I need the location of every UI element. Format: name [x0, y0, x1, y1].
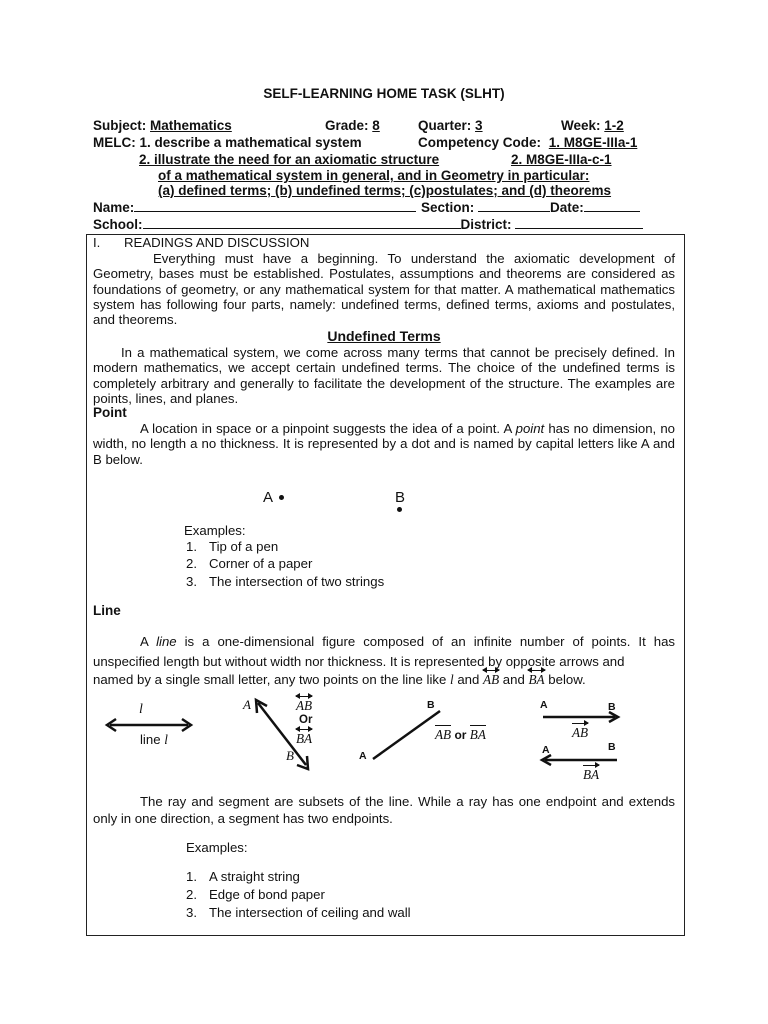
intro-text: Everything must have a beginning. To understand the axiomatic development of Geometry, bases must be established. Postulates, assumptions and theorems are considered as foundations of geometry, or any mathematical system for that matter. A mathematical mathematics system has following four parts, namely: undefined terms, defined terms, axioms and postulates, and theorems. — [93, 251, 675, 328]
fig1-double-arrow — [104, 718, 194, 732]
line-text-a: A — [140, 634, 157, 649]
ray-paragraph — [93, 793, 675, 827]
fig2-label-a: A — [243, 697, 251, 712]
date-label: Date: — [550, 200, 584, 215]
fig3-ab-notation: AB — [435, 727, 452, 742]
fig2-ab-notation — [296, 698, 312, 714]
undefined-paragraph — [93, 345, 675, 406]
line-paragraph — [93, 632, 675, 672]
line-term: line — [156, 634, 177, 649]
line-example-3-text: The intersection of ceiling and wall — [209, 905, 411, 920]
line-ba-text: BA — [528, 672, 545, 687]
point-example-2: 2. Corner of a paper — [186, 556, 313, 571]
competency-code-2: 2. M8GE-IIIa-c-1 — [511, 152, 612, 167]
fig2-ab — [296, 698, 312, 714]
fig4-label-a1: A — [540, 699, 548, 711]
point-example-3-text: The intersection of two strings — [209, 574, 385, 589]
section-blank[interactable] — [478, 199, 550, 212]
fig1-label: l — [139, 702, 143, 717]
school-label: School: — [93, 217, 143, 232]
line-text-b: is a one-dimensional figure composed of an infinite number of points. It has unspecified length but without width nor thickness. It is represented by opposite arrows and — [93, 634, 675, 669]
fig4-label-a2: A — [542, 744, 550, 756]
district-label: District: — [460, 217, 512, 232]
point-example-1-text: Tip of a pen — [209, 539, 279, 554]
subject-label: Subject: — [93, 118, 147, 133]
fig2-ab-text: AB — [296, 698, 313, 713]
line-var-l: l — [450, 672, 454, 687]
date-blank[interactable] — [584, 199, 640, 212]
point-a-label: A — [263, 489, 274, 506]
competency-field — [418, 135, 637, 150]
quarter-field — [418, 118, 483, 133]
school-blank[interactable] — [143, 216, 461, 229]
fig4-label-b1: B — [608, 701, 616, 713]
fig1-caption-var: l — [164, 732, 168, 747]
fig4-ba-notation: BA — [583, 767, 600, 782]
grade-label: Grade: — [325, 118, 369, 133]
section-heading — [93, 235, 309, 250]
fig3-ba-notation: BA — [469, 727, 486, 742]
quarter-label: Quarter: — [418, 118, 472, 133]
fig3-label-a: A — [359, 750, 367, 762]
week-label: Week: — [561, 118, 601, 133]
melc-field — [93, 135, 362, 150]
ray-text: The ray and segment are subsets of the line. While a ray has one endpoint and extends only in one direction, a segment has two endpoints. — [93, 794, 675, 826]
point-a-dot — [279, 495, 284, 500]
fig4-ab-notation: AB — [572, 725, 589, 740]
name-field — [93, 199, 416, 215]
fig2-ba-notation — [296, 731, 312, 747]
fig2-ba — [296, 731, 312, 747]
melc-2-line2: of a mathematical system in general, and in Geometry in particular: — [158, 168, 590, 183]
line-example-1: 1. A straight string — [186, 869, 300, 884]
line-examples-label: Examples: — [186, 840, 248, 855]
point-paragraph — [93, 421, 675, 467]
section-field — [421, 199, 640, 215]
fig4-ray-ba-arrow — [539, 754, 619, 766]
line-example-3: 3. The intersection of ceiling and wall — [186, 905, 411, 920]
fig4-ray-ab-arrow — [541, 711, 621, 723]
undefined-text: In a mathematical system, we come across many terms that cannot be precisely defined. In modern mathematics, we accept certain undefined terms. The choice of the undefined terms is completely arbitrary and generally to facilitate the development of the structure. The examples are points, lines, and planes. — [93, 345, 675, 406]
point-text-b: has no dimension, no width, no length a no thickness. It is represented by a dot and is named by capital letters like A and B below. — [93, 421, 675, 467]
name-blank[interactable] — [134, 199, 416, 212]
point-heading: Point — [93, 405, 127, 420]
fig3-notation — [435, 727, 486, 743]
fig4-ab — [572, 725, 588, 741]
point-b-label: B — [395, 489, 406, 506]
fig2-label-b: B — [286, 748, 294, 763]
page-title: SELF-LEARNING HOME TASK (SLHT) — [263, 86, 505, 101]
melc-2-line3: (a) defined terms; (b) undefined terms; (c)postulates; and (d) theorems — [158, 183, 612, 198]
district-blank[interactable] — [515, 216, 643, 229]
point-example-2-text: Corner of a paper — [209, 556, 313, 571]
fig2-ba-text: BA — [296, 731, 313, 746]
competency-code-1: 1. M8GE-IIIa-1 — [548, 135, 638, 150]
quarter-value: 3 — [475, 118, 483, 133]
line-ab-text: AB — [483, 672, 500, 687]
line-ba-notation — [528, 672, 544, 688]
point-example-3: 3. The intersection of two strings — [186, 574, 385, 589]
melc-label: MELC: — [93, 135, 136, 150]
fig4-label-b2: B — [608, 741, 616, 753]
point-example-1: 1. Tip of a pen — [186, 539, 279, 554]
melc-2-line1: 2. illustrate the need for an axiomatic structure — [139, 152, 440, 167]
fig2-or: Or — [299, 714, 313, 726]
fig3-or: or — [451, 728, 470, 742]
name-label: Name: — [93, 200, 135, 215]
grade-value: 8 — [372, 118, 380, 133]
line-heading: Line — [93, 603, 121, 618]
section-title: READINGS AND DISCUSSION — [124, 235, 310, 250]
point-text-a: A location in space or a pinpoint suggests the idea of a point. A — [140, 421, 516, 436]
undefined-terms-heading: Undefined Terms — [327, 328, 441, 344]
fig4-ba — [583, 767, 599, 783]
line-and-2: and — [499, 672, 529, 687]
fig1-caption-text: line — [140, 732, 165, 747]
line-below: below. — [544, 672, 586, 687]
point-text — [93, 421, 675, 467]
point-term: point — [515, 421, 545, 436]
line-ab-notation — [483, 672, 499, 688]
section-label: Section: — [421, 200, 475, 215]
line-naming-text — [93, 672, 586, 688]
point-examples-label: Examples: — [184, 523, 246, 538]
week-value: 1-2 — [604, 118, 624, 133]
line-example-1-text: A straight string — [209, 869, 300, 884]
line-example-2-text: Edge of bond paper — [209, 887, 325, 902]
section-number: I. — [93, 235, 101, 250]
intro-paragraph — [93, 251, 675, 327]
grade-field — [325, 118, 380, 133]
fig3-segment — [370, 707, 445, 762]
melc-1: 1. describe a mathematical system — [139, 135, 362, 150]
line-example-2: 2. Edge of bond paper — [186, 887, 325, 902]
competency-label: Competency Code: — [418, 135, 542, 150]
week-field — [561, 118, 624, 133]
subject-field — [93, 118, 320, 133]
line-and-1: and — [453, 672, 484, 687]
fig1-caption — [140, 732, 168, 748]
line-text-c: named by a single small letter, any two points on the line like — [93, 672, 450, 687]
school-field — [93, 216, 643, 232]
point-b-dot — [397, 507, 402, 512]
fig3-label-b: B — [427, 699, 435, 711]
subject-value: Mathematics — [150, 118, 232, 133]
line-text — [93, 632, 675, 672]
